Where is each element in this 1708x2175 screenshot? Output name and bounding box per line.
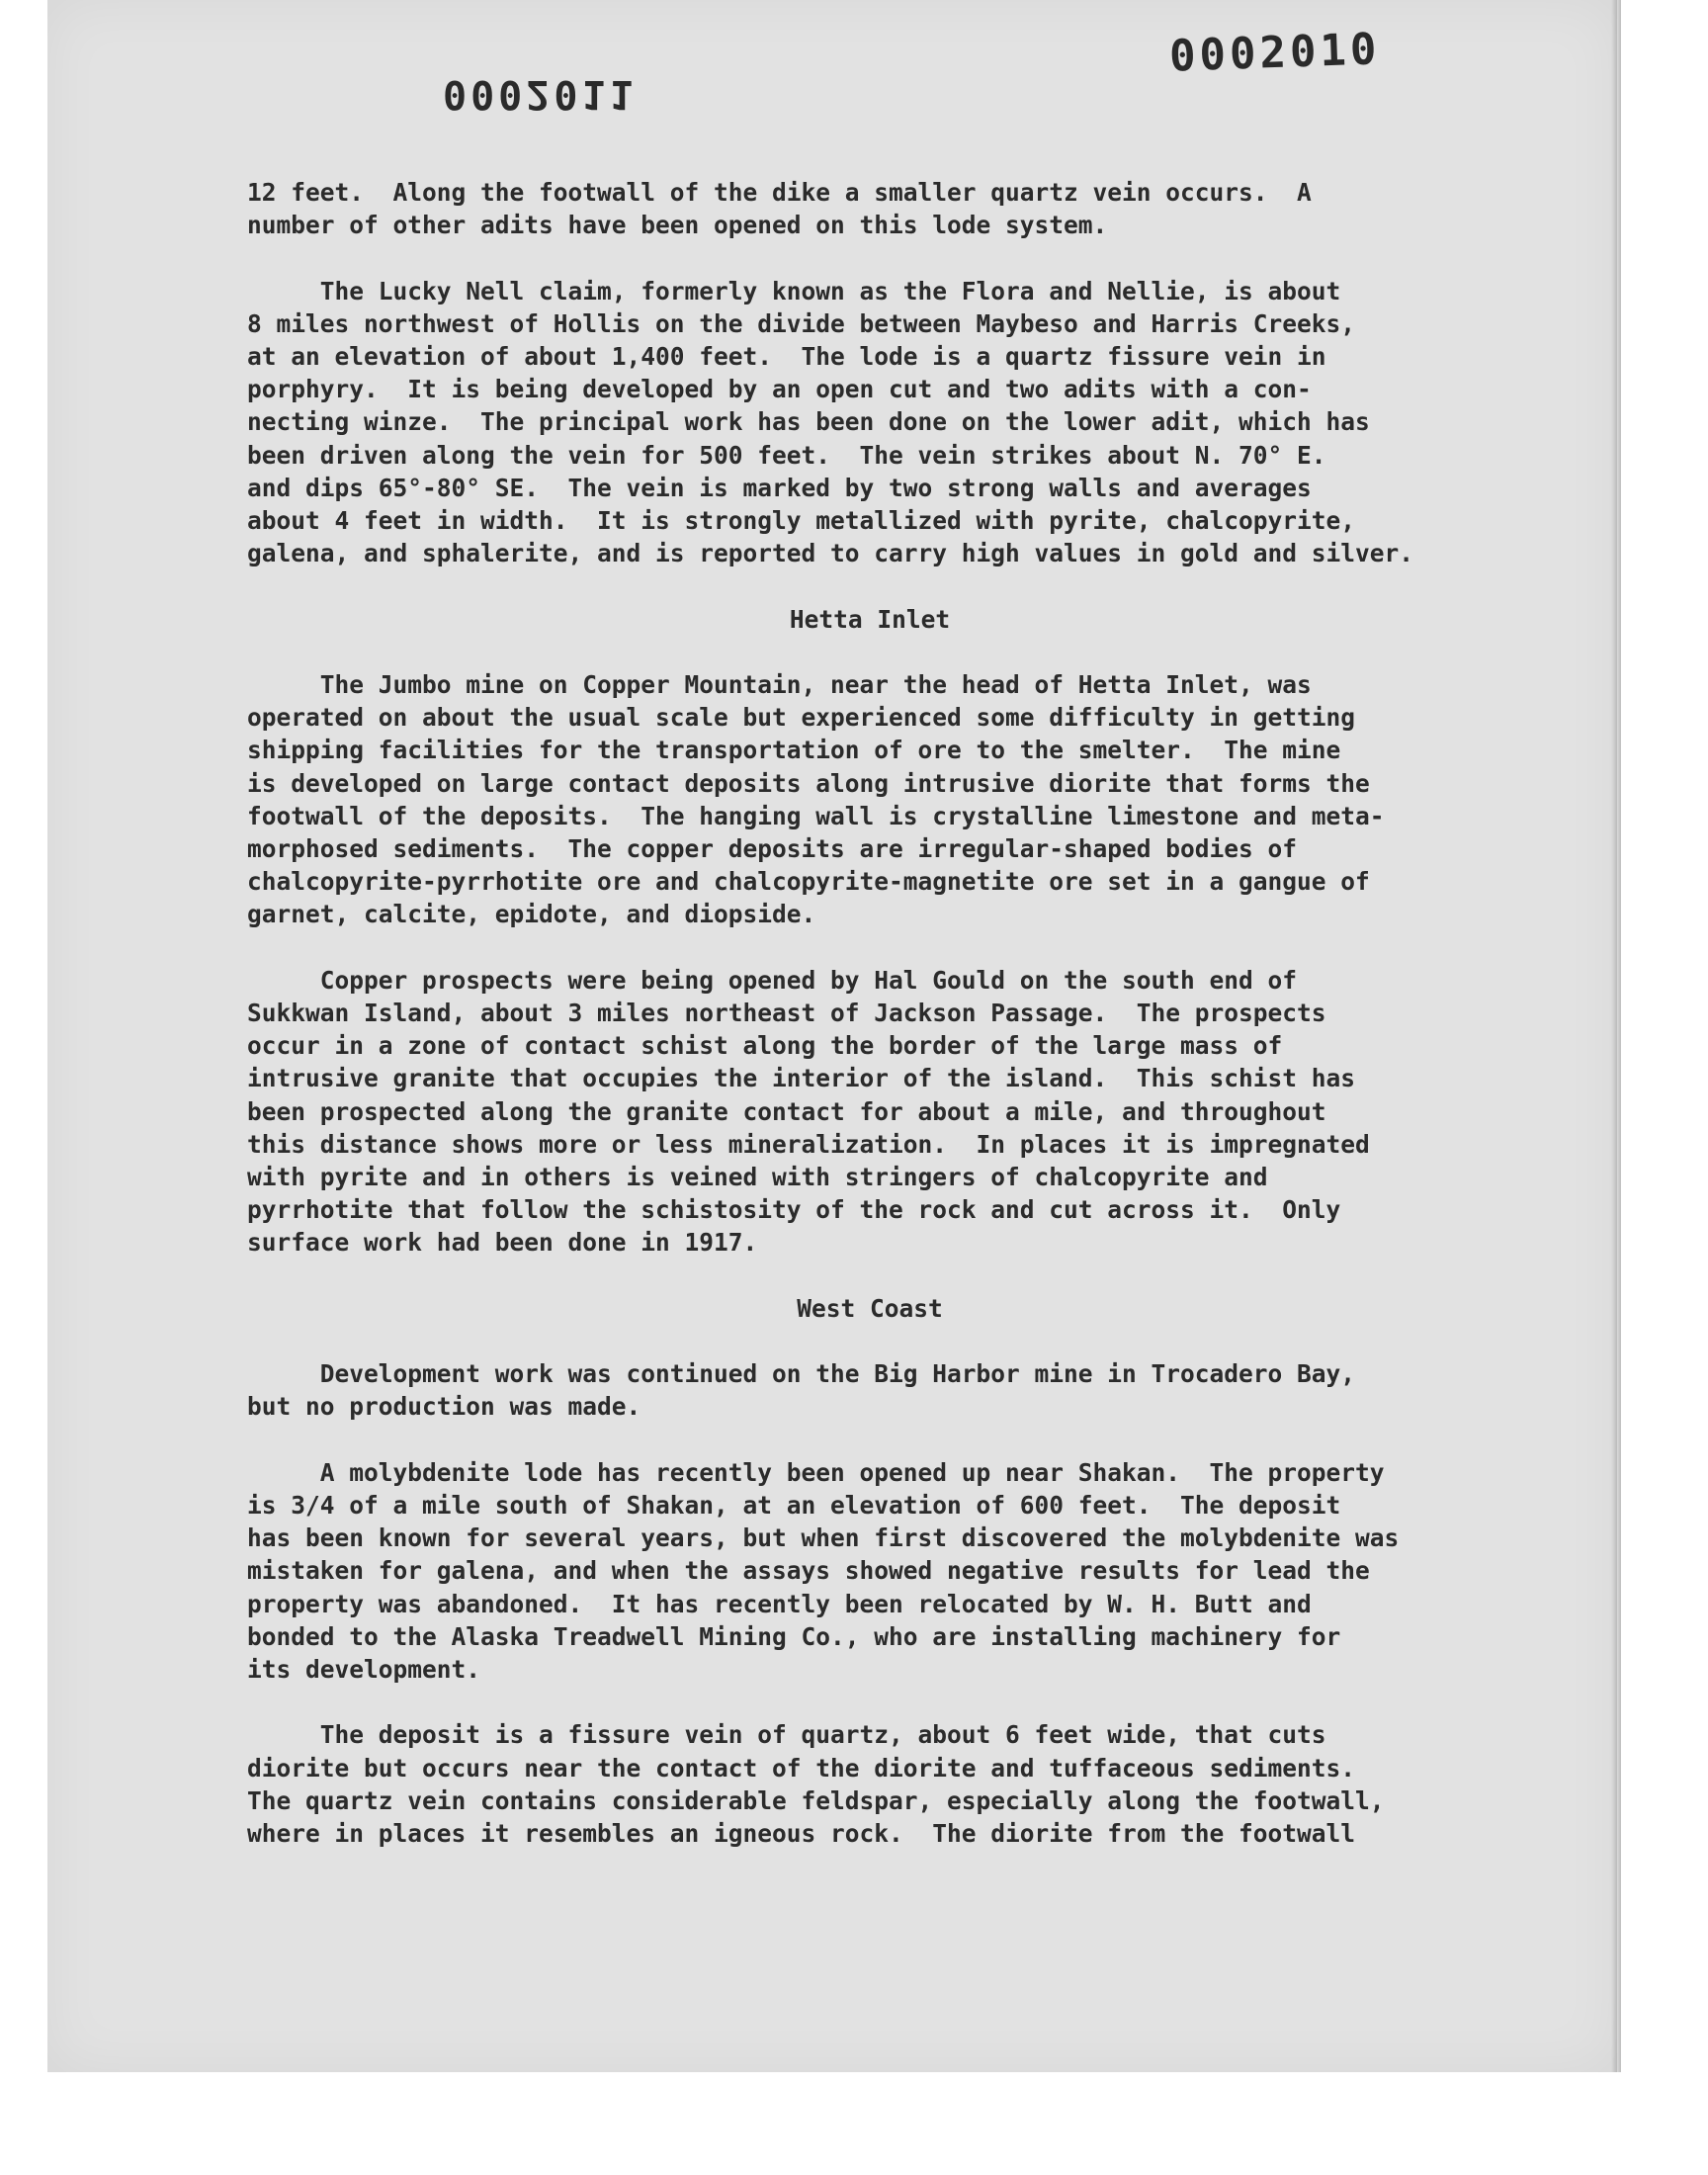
document-body	[247, 176, 1611, 1882]
text-line: diorite but occurs near the contact of the diorite and tuffaceous sediments.	[247, 1753, 1356, 1783]
text-line: chalcopyrite-pyrrhotite ore and chalcopyrite-magnetite ore set in a gangue of	[247, 867, 1370, 897]
page-stamp-mirrored: 0002011	[443, 71, 638, 117]
text-line: where in places it resembles an igneous rock. The diorite from the footwall	[247, 1819, 1356, 1849]
text-line: necting winze. The principal work has been done on the lower adit, which has	[247, 407, 1370, 437]
text-line: at an elevation of about 1,400 feet. The lode is a quartz fissure vein in	[247, 342, 1326, 371]
document-page	[47, 0, 1617, 2072]
text-line: its development.	[247, 1655, 481, 1685]
text-line: occur in a zone of contact schist along the border of the large mass of	[247, 1031, 1283, 1061]
text-line: been driven along the vein for 500 feet. The vein strikes about N. 70° E.	[247, 440, 1326, 470]
text-line: number of other adits have been opened on this lode system.	[247, 211, 1108, 240]
text-line: footwall of the deposits. The hanging wall is crystalline limestone and meta-	[247, 801, 1385, 830]
text-line: garnet, calcite, epidote, and diopside.	[247, 900, 816, 929]
text-line: galena, and sphalerite, and is reported to carry high values in gold and silver.	[247, 539, 1414, 568]
text-line: The deposit is a fissure vein of quartz, about 6 feet wide, that cuts	[247, 1720, 1326, 1750]
paragraph-molybdenite-lode	[247, 1456, 1611, 1686]
text-line: The quartz vein contains considerable feldspar, especially along the footwall,	[247, 1785, 1385, 1815]
text-line: is developed on large contact deposits along intrusive diorite that forms the	[247, 768, 1370, 798]
text-line: Sukkwan Island, about 3 miles northeast of Jackson Passage. The prospects	[247, 999, 1326, 1028]
text-line: Copper prospects were being opened by Hal Gould on the south end of	[247, 965, 1298, 995]
text-line: has been known for several years, but when first discovered the molybdenite was	[247, 1523, 1400, 1553]
text-line: and dips 65°-80° SE. The vein is marked by two strong walls and averages	[247, 473, 1312, 502]
text-line: been prospected along the granite contact for about a mile, and throughout	[247, 1096, 1326, 1126]
text-line: mistaken for galena, and when the assays showed negative results for lead the	[247, 1556, 1370, 1586]
text-line: but no production was made.	[247, 1392, 641, 1422]
paragraph-fissure-vein	[247, 1718, 1611, 1850]
section-heading-hetta-inlet: Hetta Inlet	[789, 604, 951, 634]
text-line: Development work was continued on the Big Harbor mine in Trocadero Bay,	[247, 1359, 1356, 1389]
text-line: this distance shows more or less mineralization. In places it is impregnated	[247, 1129, 1370, 1159]
text-line: 8 miles northwest of Hollis on the divide between Maybeso and Harris Creeks,	[247, 308, 1356, 338]
text-line: intrusive granite that occupies the interior of the island. This schist has	[247, 1064, 1356, 1093]
text-line: morphosed sediments. The copper deposits are irregular-shaped bodies of	[247, 834, 1298, 864]
text-line: The Lucky Nell claim, formerly known as the Flora and Nellie, is about	[247, 276, 1341, 305]
text-line: pyrrhotite that follow the schistosity of the rock and cut across it. Only	[247, 1195, 1341, 1225]
text-line: with pyrite and in others is veined with stringers of chalcopyrite and	[247, 1163, 1268, 1192]
text-line: porphyry. It is being developed by an open cut and two adits with a con-	[247, 375, 1312, 404]
paragraph-footwall	[247, 176, 1611, 241]
text-line: operated on about the usual scale but experienced some difficulty in getting	[247, 703, 1356, 733]
section-heading-west-coast: West Coast	[797, 1293, 943, 1323]
paragraph-big-harbor	[247, 1357, 1611, 1423]
paragraph-copper-prospects	[247, 964, 1611, 1260]
text-line: surface work had been done in 1917.	[247, 1228, 758, 1258]
text-line: shipping facilities for the transportation of ore to the smelter. The mine	[247, 736, 1341, 765]
text-line: property was abandoned. It has recently been relocated by W. H. Butt and	[247, 1589, 1312, 1618]
text-line: A molybdenite lode has recently been opened up near Shakan. The property	[247, 1457, 1385, 1487]
text-line: about 4 feet in width. It is strongly metallized with pyrite, chalcopyrite,	[247, 506, 1356, 536]
text-line: bonded to the Alaska Treadwell Mining Co., who are installing machinery for	[247, 1621, 1341, 1651]
page-stamp-number: 0002010	[1168, 24, 1382, 82]
paragraph-lucky-nell	[247, 275, 1611, 570]
text-line: The Jumbo mine on Copper Mountain, near the head of Hetta Inlet, was	[247, 670, 1312, 699]
paragraph-jumbo-mine	[247, 668, 1611, 931]
text-line: 12 feet. Along the footwall of the dike a smaller quartz vein occurs. A	[247, 178, 1312, 207]
text-line: is 3/4 of a mile south of Shakan, at an elevation of 600 feet. The deposit	[247, 1491, 1341, 1521]
